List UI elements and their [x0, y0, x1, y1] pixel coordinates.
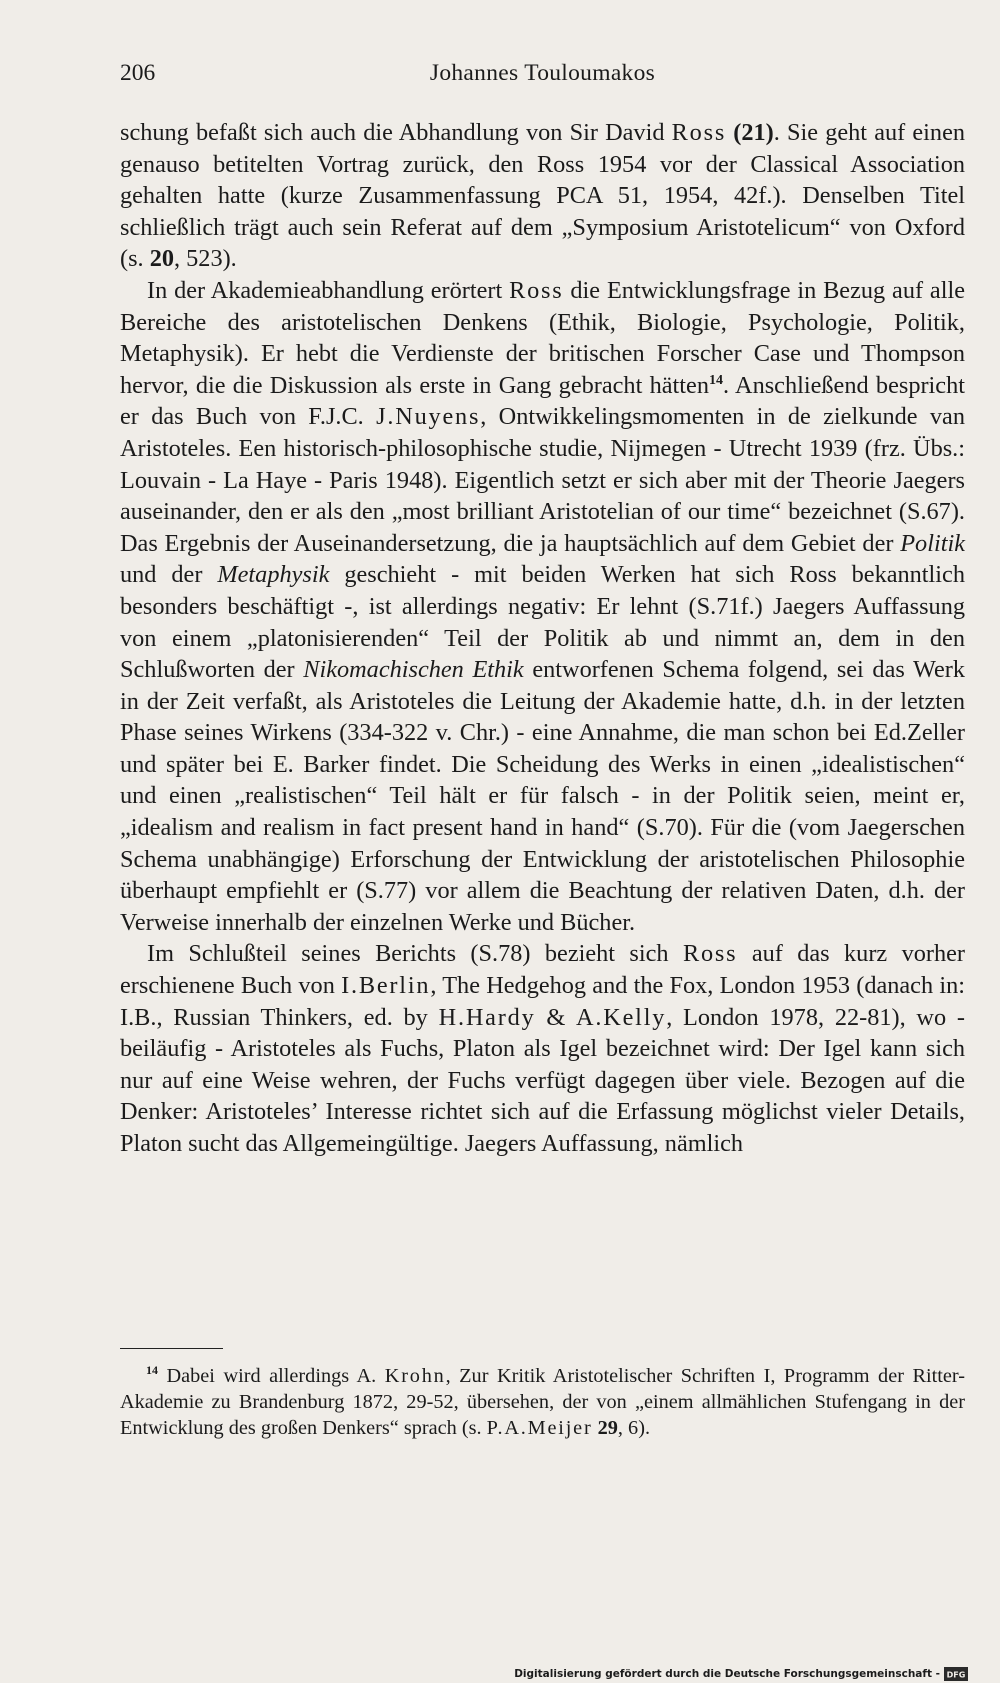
author-name: I.Berlin: [341, 972, 431, 1000]
italic-title: Politik: [900, 529, 965, 557]
footnote-text: [120, 1363, 965, 1442]
running-title: Johannes Touloumakos: [429, 60, 656, 86]
digitization-credit: [514, 1667, 968, 1681]
footnote-mark: 14: [146, 1363, 158, 1377]
text-run: entworfenen Schema folgend, sei das Werk in der Zeit verfaßt, als Aristoteles die Leitung der Akademie hatte, d.h. in der letzten Phase seines Wirkens (334-322 v. Chr.) - eine Annahme, die man schon bei Ed.Zeller und später bei E. Barker findet. Die Scheidung des Werks in einen „idealistischen“ und einen „realistischen“ Teil hält er für falsch - in der Politik seien, meint er, „idealism and realism in fact present hand in hand“ (S.70). Für die (vom Jaegerschen Schema unabhängige) Erforschung der Entwicklung der aristotelischen Philosophie überhaupt empfiehlt er (S.77) vor allem die Beachtung der relativen Daten, d.h. der Verweise innerhalb der einzelnen Werke und Bücher.: [120, 656, 966, 936]
bibliography-ref: (21): [733, 119, 774, 146]
author-name: H.Hardy: [438, 1003, 536, 1031]
footnote-reference: 14: [709, 372, 723, 388]
text-run: . Anschließend bespricht er das Buch von F.J.C.: [120, 371, 965, 431]
text-run: , London 1978, 22-81), wo - beiläufig - Aristoteles als Fuchs, Platon als Igel bezeichnet wird: Der Igel kann sich nur auf eine Weise wehren, der Fuchs verfügt dagegen über viele. Bezogen auf die Denker: Aristoteles’ Interesse richtet sich auf die Erfassung möglichst vieler Details, Platon sucht das Allgemeingültige. Jaegers Auffassung, nämlich: [120, 1003, 965, 1157]
paragraph-2: [120, 275, 965, 938]
text-run: , 6).: [617, 1417, 651, 1440]
text-run: , Zur Kritik Aristotelischer Schriften I, Programm der Ritter-Akademie zu Brandenburg 1872, 29-52, übersehen, der von „einem allmählichen Stufengang in der Entwicklung des großen Denkers“ sprach (s.: [120, 1365, 965, 1440]
author-name: Ross: [671, 119, 727, 146]
dfg-logo-icon: [944, 1667, 968, 1681]
author-name: A.Kelly: [576, 1003, 667, 1031]
text-run: und der: [120, 561, 218, 589]
author-name: J.Nuyens: [376, 403, 481, 431]
author-name: Krohn: [384, 1365, 446, 1387]
text-run: auf das kurz vorher erschienene Buch von: [120, 940, 965, 1000]
italic-title: Metaphysik: [217, 561, 330, 589]
author-name: Ross: [509, 276, 564, 304]
dfg-logo-text: DFG: [946, 1670, 966, 1680]
footnote-divider: [120, 1348, 223, 1349]
text-run: In der Akademieabhandlung erörtert: [147, 276, 510, 304]
page-number: 206: [120, 60, 156, 86]
digitization-note: Digitalisierung gefördert durch die Deutsche Forschungsgemeinschaft -: [514, 1668, 940, 1680]
text-run: schung befaßt sich auch die Abhandlung von Sir David: [120, 119, 672, 146]
author-name: P.A.Meijer: [486, 1417, 593, 1440]
footnote-14: [120, 1363, 965, 1442]
italic-title: Nikomachischen Ethik: [303, 656, 524, 684]
text-run: , 523).: [174, 245, 237, 273]
page-header: [120, 60, 965, 92]
text-run: Dabei wird allerdings A.: [158, 1365, 385, 1387]
text-run: Im Schlußteil seines Berichts (S.78) bezieht sich: [147, 940, 683, 968]
text-run: geschieht - mit beiden Werken hat sich Ross bekanntlich besonders beschäftigt -, ist allerdings negativ: Er lehnt (S.71f.) Jaegers Auffassung von einem „platonisierenden“ Teil der Politik ab und nimmt an, dem in den Schlußworten der: [120, 561, 965, 684]
paragraph-3: [120, 938, 965, 1159]
bibliography-ref: 29: [597, 1417, 618, 1440]
text-run: , The Hedgehog and the Fox, London 1953 (danach in: I.B., Russian Thinkers, ed. by: [120, 972, 965, 1031]
text-run: . Sie geht auf einen genauso betitelten Vortrag zurück, den Ross 1954 vor der Classical Association gehalten hatte (kurze Zusammenfassung PCA 51, 1954, 42f.). Denselben Titel schließlich trägt auch sein Referat auf dem „Symposium Aristotelicum“ von Oxford (s.: [120, 119, 966, 273]
text-run: die Entwicklungsfrage in Bezug auf alle Bereiche des aristotelischen Denkens (Ethik, Biologie, Psychologie, Politik, Metaphysik). Er hebt die Verdienste der britischen Forscher Case und Thompson hervor, die die Diskussion als erste in Gang gebracht hätten: [120, 276, 965, 399]
body-text: [120, 117, 965, 1160]
paragraph-1: [120, 117, 965, 275]
text-run: , Ontwikkelingsmomenten in de zielkunde van Aristoteles. Een historisch-philosophische studie, Nijmegen - Utrecht 1939 (frz. Übs.: Louvain - La Haye - Paris 1948). Eigentlich setzt er sich aber mit der Theorie Jaegers auseinander, den er als den „most brilliant Aristotelian of our time“ bezeichnet (S.67). Das Ergebnis der Auseinandersetzung, die ja hauptsächlich auf dem Gebiet der: [120, 403, 965, 557]
author-name: Ross: [682, 940, 738, 968]
bibliography-ref: 20: [149, 245, 174, 273]
text-run: &: [535, 1003, 576, 1031]
